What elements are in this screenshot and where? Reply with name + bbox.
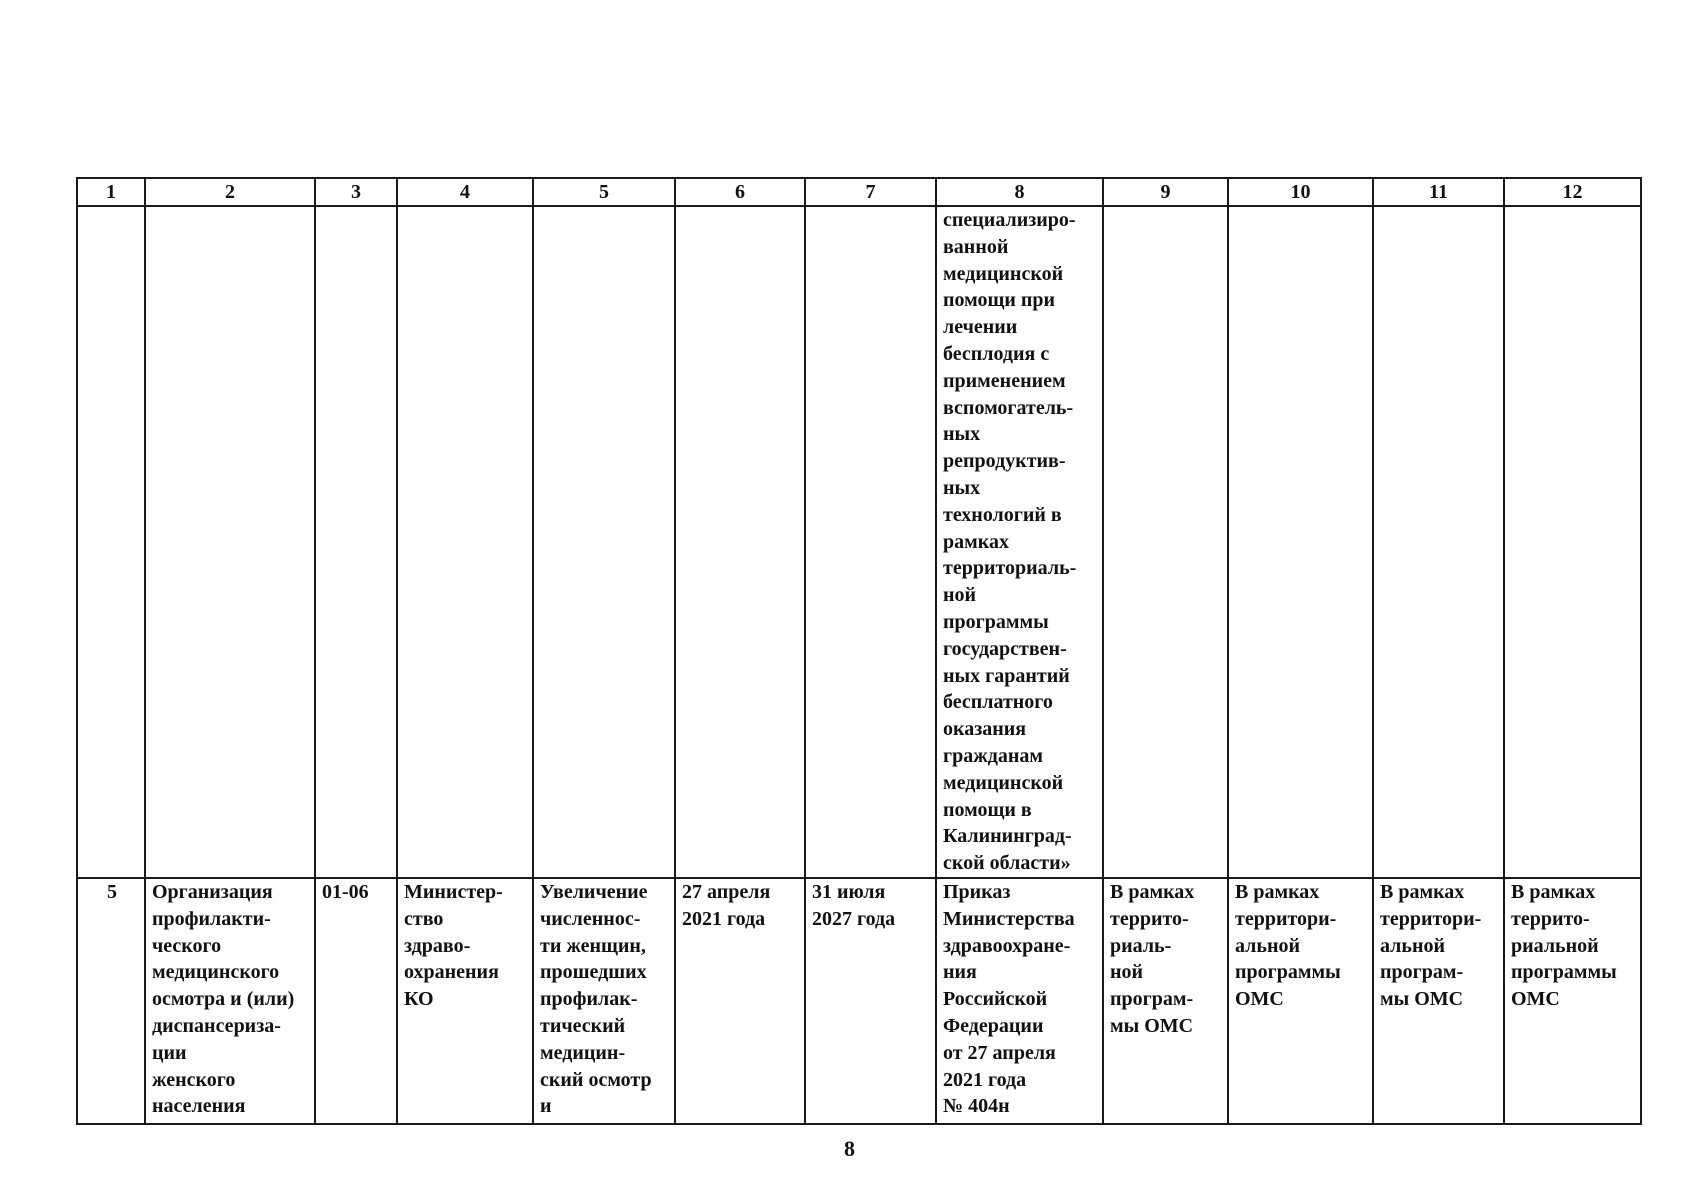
header-cell: 8	[936, 178, 1103, 206]
funding-col11: В рамках территори- альной програм- мы ОМС	[1380, 880, 1482, 1011]
header-cell: 4	[397, 178, 533, 206]
table-cell	[533, 878, 675, 1124]
continuation-text: специализиро- ванной медицинской помощи при лечении бесплодия с применением вспомогатель- ных репродуктив- ных технологий в рамках территориаль- ной программы государствен- ных гарантий бесплатного оказания гражданам медицинской помощи в Калининград- ской области»	[943, 209, 1077, 875]
plan-table	[76, 177, 1642, 1125]
funding-col12: В рамках террито- риальной программы ОМС	[1511, 880, 1617, 1011]
continuation-row	[77, 206, 1641, 878]
table-cell	[1504, 206, 1641, 878]
expected-result: Увеличение численнос- ти женщин, прошедших профилак- тический медицин- ский осмотр и	[540, 880, 652, 1118]
header-cell: 5	[533, 178, 675, 206]
table-row	[77, 878, 1641, 1124]
start-date: 27 апреля 2021 года	[682, 880, 771, 930]
end-date: 31 июля 2027 года	[812, 880, 896, 930]
header-cell: 3	[315, 178, 397, 206]
funding-col9: В рамках террито- риаль- ной програм- мы ОМС	[1110, 880, 1195, 1037]
header-cell: 9	[1103, 178, 1228, 206]
header-cell: 2	[145, 178, 315, 206]
column-number-row	[77, 178, 1641, 206]
table-cell	[936, 206, 1103, 878]
page-number: 8	[844, 1136, 855, 1161]
table-cell	[533, 206, 675, 878]
table-cell	[805, 878, 936, 1124]
legal-basis: Приказ Министерства здравоохране- ния Российской Федерации от 27 апреля 2021 года № 404н	[943, 880, 1075, 1118]
table-cell	[1504, 878, 1641, 1124]
responsible-executor: Министер- ство здраво- охранения КО	[404, 880, 503, 1011]
header-cell: 1	[77, 178, 145, 206]
header-cell: 6	[675, 178, 805, 206]
activity-code: 01-06	[322, 880, 369, 903]
header-cell: 7	[805, 178, 936, 206]
row-number: 5	[107, 880, 117, 903]
table-cell	[1103, 206, 1228, 878]
table-cell	[1373, 206, 1504, 878]
table-cell	[675, 878, 805, 1124]
table-cell	[145, 878, 315, 1124]
table-cell	[805, 206, 936, 878]
header-cell: 12	[1504, 178, 1641, 206]
activity-name: Организация профилакти- ческого медицинского осмотра и (или) диспансериза- ции женского населения	[152, 880, 295, 1118]
funding-col10: В рамках территори- альной программы ОМС	[1235, 880, 1341, 1011]
header-cell: 10	[1228, 178, 1373, 206]
row-number-cell	[77, 878, 145, 1124]
table-cell	[77, 206, 145, 878]
table-cell	[1373, 878, 1504, 1124]
table-cell	[936, 878, 1103, 1124]
table-cell	[145, 206, 315, 878]
table-cell	[1103, 878, 1228, 1124]
table-cell	[397, 206, 533, 878]
table-cell	[397, 878, 533, 1124]
table-cell	[315, 206, 397, 878]
table-cell	[1228, 878, 1373, 1124]
header-cell: 11	[1373, 178, 1504, 206]
table-cell	[1228, 206, 1373, 878]
table-cell	[315, 878, 397, 1124]
table-cell	[675, 206, 805, 878]
